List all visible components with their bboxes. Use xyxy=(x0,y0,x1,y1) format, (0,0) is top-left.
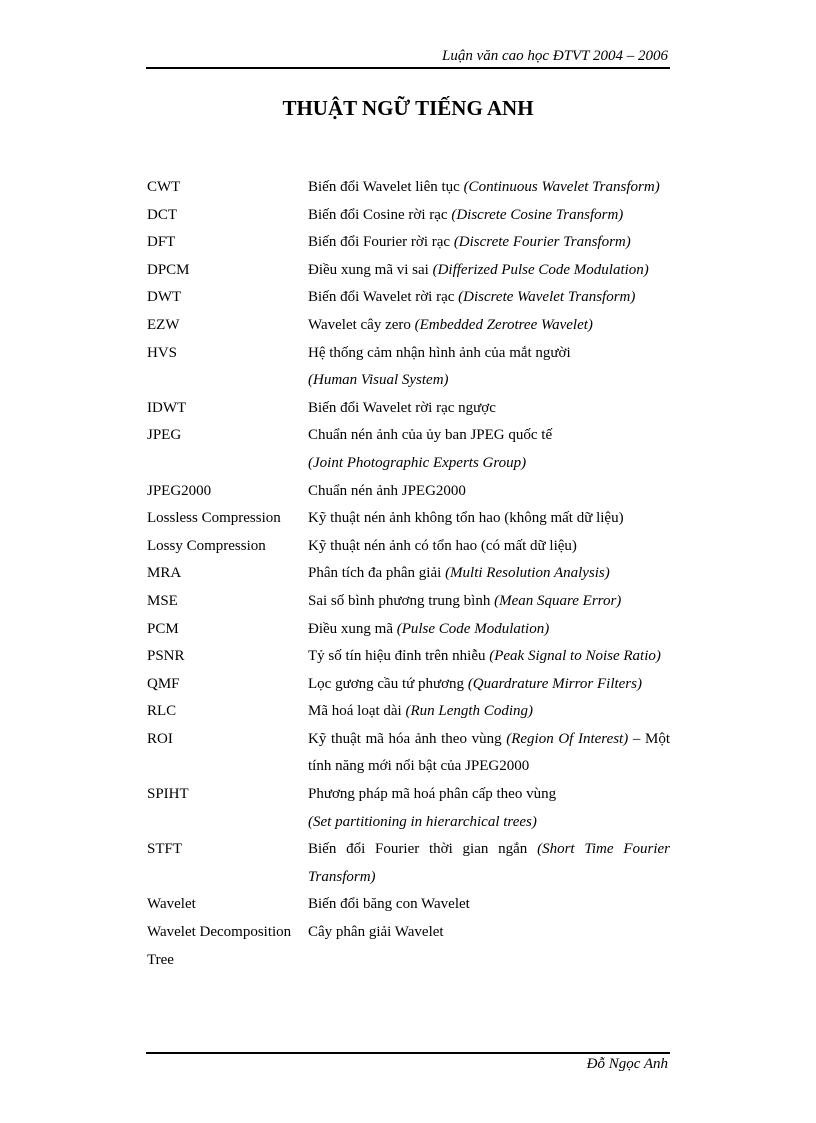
definition-line xyxy=(308,450,670,478)
glossary-definition xyxy=(308,312,670,340)
glossary-term: DCT xyxy=(147,206,177,223)
glossary-definition xyxy=(308,202,670,230)
glossary-definition xyxy=(308,340,670,395)
english-term: (Mean Square Error) xyxy=(494,592,622,609)
glossary-term: DFT xyxy=(147,234,176,251)
glossary-term: RLC xyxy=(147,703,177,720)
glossary-definition xyxy=(308,395,670,423)
glossary-term: QMF xyxy=(147,675,180,692)
definition-line xyxy=(308,284,670,312)
glossary-row xyxy=(147,616,670,644)
glossary-term: PCM xyxy=(147,620,179,637)
glossary-row xyxy=(147,836,670,891)
glossary-term: DPCM xyxy=(147,261,190,278)
english-term: (Pulse Code Modulation) xyxy=(396,620,550,637)
glossary-term: EZW xyxy=(147,316,180,333)
vietnamese-text: Chuẩn nén ảnh JPEG2000 xyxy=(308,482,466,499)
vietnamese-text: Biến đổi Cosine rời rạc xyxy=(308,206,452,223)
vietnamese-text: Lọc gương cầu tứ phương xyxy=(308,675,468,692)
definition-line xyxy=(308,919,670,947)
vietnamese-text: Kỹ thuật nén ảnh có tổn hao (có mất dữ liệu) xyxy=(308,537,577,554)
english-term: (Discrete Wavelet Transform) xyxy=(458,289,636,306)
glossary-term: JPEG xyxy=(147,427,182,444)
english-term: (Differized Pulse Code Modulation) xyxy=(432,261,649,278)
definition-line xyxy=(308,864,670,892)
glossary-term: MRA xyxy=(147,565,182,582)
definition-line xyxy=(308,671,670,699)
glossary-row xyxy=(147,257,670,285)
definition-line xyxy=(308,478,670,506)
english-term: (Quardrature Mirror Filters) xyxy=(467,675,642,692)
vietnamese-text: Chuẩn nén ảnh của ủy ban JPEG quốc tế xyxy=(308,427,553,444)
glossary-row xyxy=(147,891,670,919)
glossary-row xyxy=(147,174,670,202)
glossary-definition xyxy=(308,588,670,616)
definition-line xyxy=(308,753,670,781)
glossary-definition xyxy=(308,836,670,891)
glossary-row xyxy=(147,478,670,506)
glossary-row xyxy=(147,422,670,477)
glossary-definition xyxy=(308,616,670,644)
vietnamese-text: Kỹ thuật mã hóa ảnh theo vùng xyxy=(308,730,507,747)
glossary-definition xyxy=(308,891,670,919)
definition-line xyxy=(308,505,670,533)
glossary-term: ROI xyxy=(147,730,173,747)
definition-line xyxy=(308,891,670,919)
vietnamese-text: Kỹ thuật nén ảnh không tổn hao (không mất dữ liệu) xyxy=(308,510,624,527)
running-header: Luận văn cao học ĐTVT 2004 – 2006 xyxy=(442,48,668,64)
header-rule xyxy=(146,67,670,69)
glossary-row xyxy=(147,643,670,671)
vietnamese-text: Biến đổi băng con Wavelet xyxy=(308,896,470,913)
glossary-definition xyxy=(308,726,670,781)
definition-line xyxy=(308,422,670,450)
glossary-row xyxy=(147,229,670,257)
glossary-row xyxy=(147,202,670,230)
glossary-definition xyxy=(308,257,670,285)
glossary-definition xyxy=(308,781,670,836)
definition-line xyxy=(308,560,670,588)
vietnamese-text: Biến đổi Fourier rời rạc xyxy=(308,234,454,251)
definition-line xyxy=(308,229,670,257)
glossary-term: Wavelet xyxy=(147,896,196,913)
definition-line xyxy=(308,588,670,616)
definition-line xyxy=(308,395,670,423)
glossary-definition xyxy=(308,422,670,477)
glossary-definition xyxy=(308,284,670,312)
english-term: (Run Length Coding) xyxy=(405,703,533,720)
glossary-row xyxy=(147,671,670,699)
definition-line xyxy=(308,312,670,340)
vietnamese-text: Sai số bình phương trung bình xyxy=(308,592,495,609)
vietnamese-text: Wavelet cây zero xyxy=(308,316,415,333)
definition-line xyxy=(308,533,670,561)
definition-line xyxy=(308,616,670,644)
glossary-definition xyxy=(308,671,670,699)
english-term: (Discrete Cosine Transform) xyxy=(451,206,624,223)
english-term: (Set partitioning in hierarchical trees) xyxy=(308,813,537,830)
glossary-definition xyxy=(308,478,670,506)
english-term: (Discrete Fourier Transform) xyxy=(453,234,631,251)
page-title: THUẬT NGỮ TIẾNG ANH xyxy=(282,96,534,120)
definition-line xyxy=(308,781,670,809)
glossary-row xyxy=(147,505,670,533)
vietnamese-text: tính năng mới nổi bật của JPEG2000 xyxy=(308,758,530,775)
english-term: Transform) xyxy=(308,868,376,885)
glossary-term: MSE xyxy=(147,592,178,609)
english-term: (Human Visual System) xyxy=(308,372,449,389)
glossary-definition xyxy=(308,919,670,974)
english-term: (Joint Photographic Experts Group) xyxy=(308,454,527,471)
glossary-row xyxy=(147,340,670,395)
vietnamese-text: Điều xung mã xyxy=(308,620,397,637)
vietnamese-text: Cây phân giải Wavelet xyxy=(308,924,444,941)
glossary-row xyxy=(147,533,670,561)
glossary-term: HVS xyxy=(147,344,178,361)
definition-line xyxy=(308,340,670,368)
english-term: (Short Time Fourier xyxy=(537,841,670,858)
glossary-row xyxy=(147,698,670,726)
footer-author: Đỗ Ngọc Anh xyxy=(586,1056,668,1072)
english-term: (Region Of Interest) xyxy=(506,730,629,747)
glossary-term: Wavelet Decomposition Tree xyxy=(147,924,292,968)
definition-line xyxy=(308,698,670,726)
glossary-term: STFT xyxy=(147,841,183,858)
definition-line xyxy=(308,643,670,671)
glossary-term: IDWT xyxy=(147,399,187,416)
vietnamese-text: Biến đổi Wavelet rời rạc xyxy=(308,289,459,306)
definition-line xyxy=(308,367,670,395)
glossary-term: DWT xyxy=(147,289,182,306)
glossary-term: Lossless Compression xyxy=(147,510,281,527)
glossary-row xyxy=(147,284,670,312)
english-term: (Continuous Wavelet Transform) xyxy=(463,179,660,195)
glossary-row xyxy=(147,560,670,588)
vietnamese-text: Điều xung mã vi sai xyxy=(308,261,433,278)
vietnamese-text: Tỷ số tín hiệu đỉnh trên nhiễu xyxy=(308,648,490,665)
glossary-row xyxy=(147,781,670,836)
glossary-term: Lossy Compression xyxy=(147,537,266,554)
vietnamese-text: Mã hoá loạt dài xyxy=(308,703,406,720)
definition-line xyxy=(308,809,670,837)
vietnamese-text: Hệ thống cảm nhận hình ảnh của mắt người xyxy=(308,344,571,361)
vietnamese-text: Biến đổi Wavelet liên tục xyxy=(308,179,464,195)
glossary-row xyxy=(147,395,670,423)
glossary-term: SPIHT xyxy=(147,786,189,803)
glossary-list xyxy=(147,174,670,974)
english-term: (Multi Resolution Analysis) xyxy=(445,565,610,582)
vietnamese-text: Phương pháp mã hoá phân cấp theo vùng xyxy=(308,786,557,803)
english-term: (Peak Signal to Noise Ratio) xyxy=(489,648,661,665)
glossary-row xyxy=(147,588,670,616)
definition-line xyxy=(308,174,670,202)
glossary-row xyxy=(147,312,670,340)
glossary-term: CWT xyxy=(147,179,181,195)
glossary-term: PSNR xyxy=(147,648,185,665)
glossary-definition xyxy=(308,505,670,533)
glossary-term: JPEG2000 xyxy=(147,482,212,499)
glossary-definition xyxy=(308,229,670,257)
definition-line xyxy=(308,726,670,754)
english-term: (Embedded Zerotree Wavelet) xyxy=(414,316,593,333)
glossary-definition xyxy=(308,698,670,726)
footer-rule xyxy=(146,1052,670,1054)
glossary-definition xyxy=(308,643,670,671)
glossary-row xyxy=(147,919,670,974)
definition-line xyxy=(308,257,670,285)
definition-line xyxy=(308,836,670,864)
glossary-definition xyxy=(308,533,670,561)
vietnamese-text: Biến đổi Wavelet rời rạc ngược xyxy=(308,399,496,416)
glossary-row xyxy=(147,726,670,781)
vietnamese-text: Phân tích đa phân giải xyxy=(308,565,446,582)
glossary-definition xyxy=(308,174,670,202)
glossary-definition xyxy=(308,560,670,588)
vietnamese-text: Biến đổi Fourier thời gian ngắn xyxy=(308,841,538,858)
definition-line xyxy=(308,202,670,230)
trailing-text: – Một xyxy=(628,730,671,747)
